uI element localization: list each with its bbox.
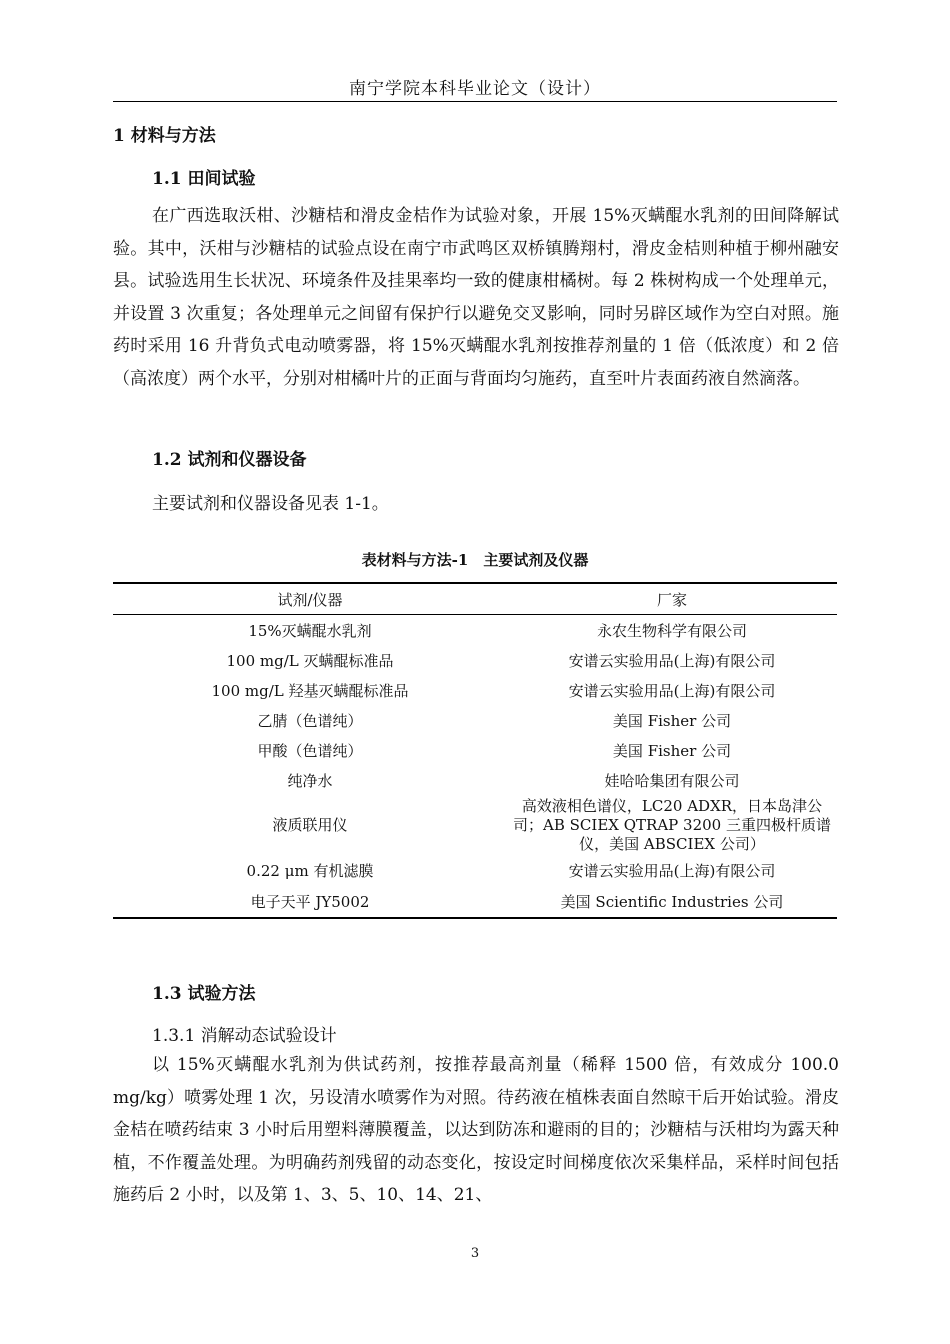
section-1-2-paragraph: 主要试剂和仪器设备见表 1-1。 xyxy=(152,494,389,514)
table-cell-manufacturer xyxy=(507,795,837,855)
table-header-manufacturer: 厂家 xyxy=(507,583,837,615)
table-caption: 表材料与方法-1 主要试剂及仪器 xyxy=(361,551,589,569)
table-cell-manufacturer: 安谱云实验用品(上海)有限公司 xyxy=(568,651,776,670)
table-row xyxy=(113,885,837,918)
table-row xyxy=(113,675,837,705)
section-1-2-heading: 1.2 试剂和仪器设备 xyxy=(152,450,307,470)
section-1-3-1-heading: 1.3.1 消解动态试验设计 xyxy=(152,1026,337,1046)
table-cell-manufacturer: 安谱云实验用品(上海)有限公司 xyxy=(568,861,776,880)
table-cell-reagent: 100 mg/L 灭螨醌标准品 xyxy=(226,651,394,670)
table-cell-reagent: 乙腈（色谱纯） xyxy=(257,711,363,730)
table-cell-manufacturer: 永农生物科学有限公司 xyxy=(596,621,747,640)
table-row xyxy=(113,705,837,735)
table-header-row xyxy=(113,583,837,615)
table-cell-reagent: 纯净水 xyxy=(287,771,333,790)
section-1-1-heading: 1.1 田间试验 xyxy=(152,169,256,189)
table-row xyxy=(113,645,837,675)
table-cell-manufacturer: 安谱云实验用品(上海)有限公司 xyxy=(568,681,776,700)
reagents-instruments-table xyxy=(113,582,837,919)
section-1-heading: 1 材料与方法 xyxy=(113,126,216,146)
table-cell-reagent: 甲酸（色谱纯） xyxy=(257,741,363,760)
table-row xyxy=(113,765,837,795)
table-header-reagent: 试剂/仪器 xyxy=(113,583,507,615)
table-row xyxy=(113,735,837,765)
page-header-title: 南宁学院本科毕业论文（设计） xyxy=(349,79,601,99)
section-1-3-1-paragraph: 以 15%灭螨醌水乳剂为供试药剂，按推荐最高剂量（稀释 1500 倍，有效成分 100.0 mg/kg）喷雾处理 1 次，另设清水喷雾作为对照。待药液在植株表面自然晾干后开始试验。滑皮金桔在喷药结束 3 小时后用塑料薄膜覆盖，以达到防冻和避雨的目的；沙糖桔与沃柑均为露天种植，不作覆盖处理。为明确药剂残留的动态变化，按设定时间梯度依次采集样品，采样时间包括施药后 2 小时，以及第 1、3、5、10、14、21、 xyxy=(113,1055,839,1206)
table-row xyxy=(113,615,837,646)
table-row xyxy=(113,855,837,885)
table-cell-manufacturer-text: 高效液相色谱仪，LC20 ADXR，日本岛津公司；AB SCIEX QTRAP 3200 三重四极杆质谱仪，美国 ABSCIEX 公司） xyxy=(513,796,831,853)
table-cell-reagent: 0.22 μm 有机滤膜 xyxy=(246,861,374,880)
table-row xyxy=(113,795,837,855)
section-1-3-heading: 1.3 试验方法 xyxy=(152,984,256,1004)
section-1-1-paragraph: 在广西选取沃柑、沙糖桔和滑皮金桔作为试验对象，开展 15%灭螨醌水乳剂的田间降解试验。其中，沃柑与沙糖桔的试验点设在南宁市武鸣区双桥镇腾翔村，滑皮金桔则种植于柳州融安县。试验选用生长状况、环境条件及挂果率均一致的健康柑橘树。每 2 株树构成一个处理单元，并设置 3 次重复；各处理单元之间留有保护行以避免交叉影响，同时另辟区域作为空白对照。施药时采用 16 升背负式电动喷雾器，将 15%灭螨醌水乳剂按推荐剂量的 1 倍（低浓度）和 2 倍（高浓度）两个水平，分别对柑橘叶片的正面与背面均匀施药，直至叶片表面药液自然滴落。 xyxy=(113,206,839,389)
table-cell-manufacturer: 娃哈哈集团有限公司 xyxy=(604,771,740,790)
table-cell-reagent: 100 mg/L 羟基灭螨醌标准品 xyxy=(211,681,409,700)
page-number: 3 xyxy=(470,1246,480,1261)
table-cell-reagent: 液质联用仪 xyxy=(272,815,348,834)
header-divider xyxy=(113,101,837,102)
table-cell-manufacturer: 美国 Fisher 公司 xyxy=(612,711,732,730)
table-cell-reagent: 15%灭螨醌水乳剂 xyxy=(248,621,372,640)
table-cell-manufacturer: 美国 Scientific Industries 公司 xyxy=(507,885,837,918)
table-cell-reagent: 电子天平 JY5002 xyxy=(113,885,507,918)
table-cell-manufacturer: 美国 Fisher 公司 xyxy=(612,741,732,760)
